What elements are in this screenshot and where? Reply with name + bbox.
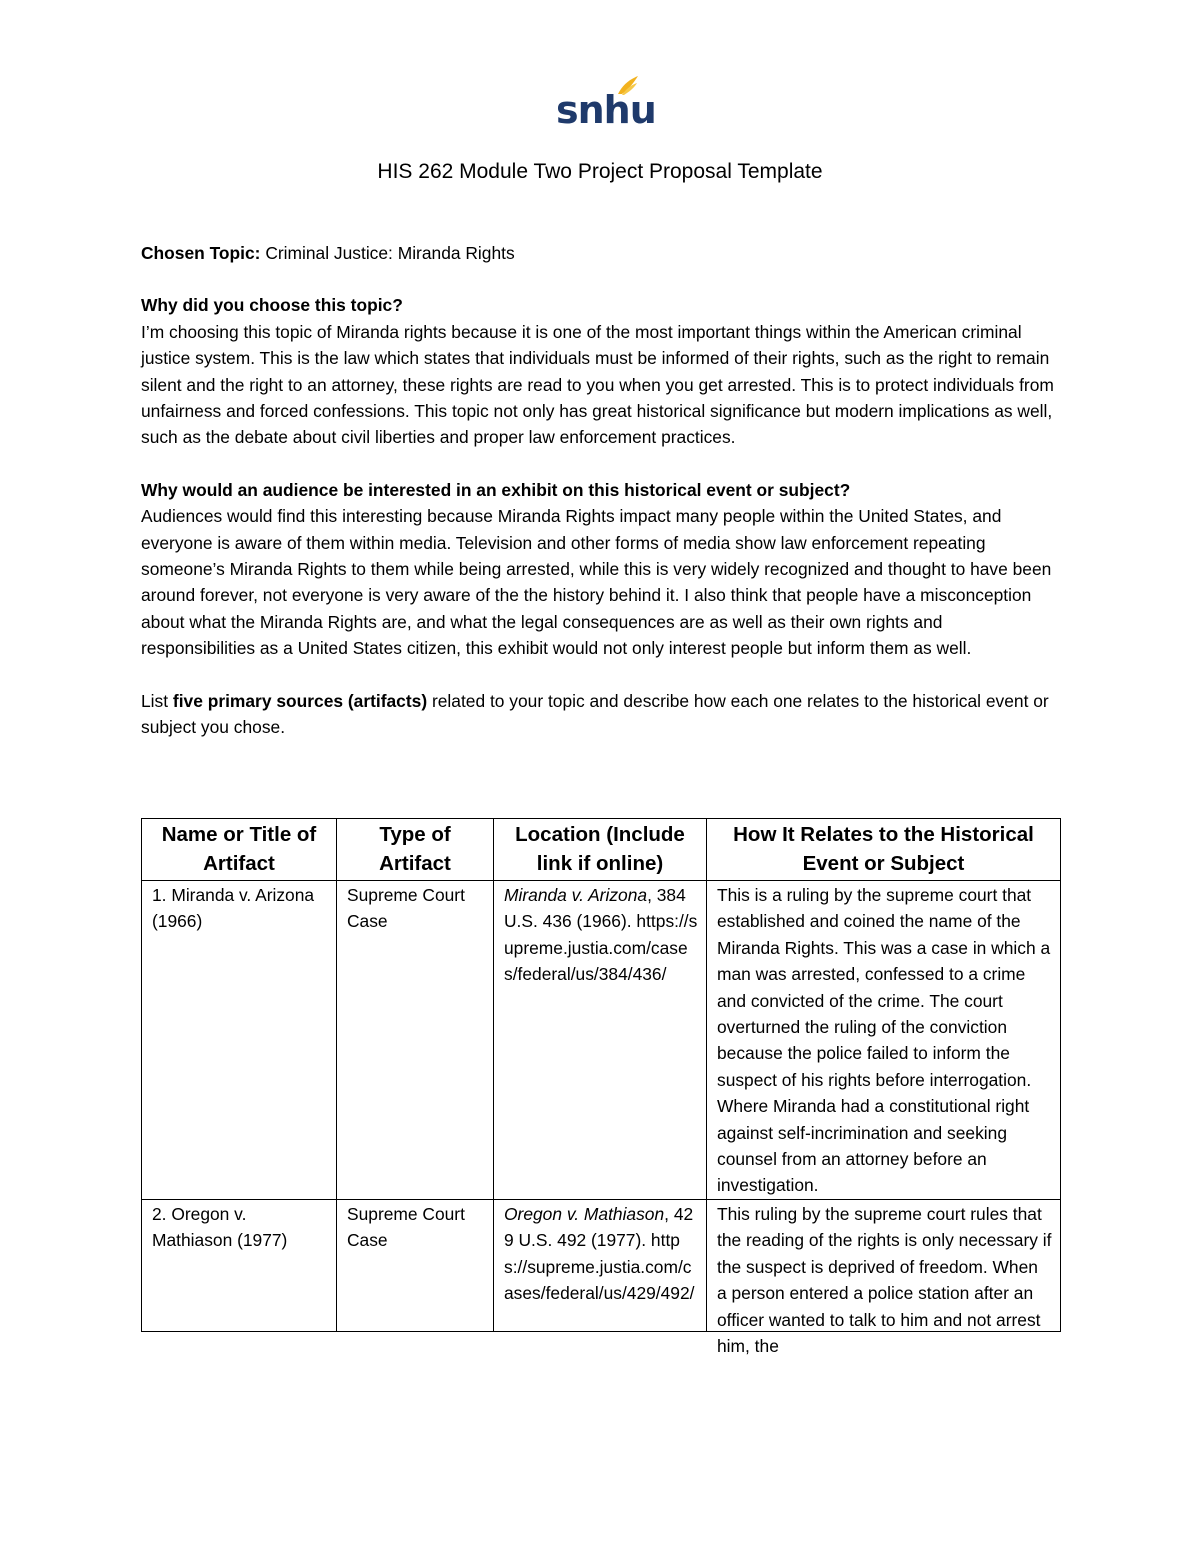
topic-label: Chosen Topic: xyxy=(141,243,261,263)
logo-text: snhu xyxy=(556,88,656,132)
answer-audience-interest: Audiences would find this interesting because Miranda Rights impact many people within the United States, and everyone is aware of them within media. Television and other forms of media show law enforcement repeating someone’s Miranda Rights to them while being arrested, while this is very widely recognized and thought to have been around forever, not everyone is very aware of the the history behind it. I also think that people have a misconception about what the Miranda Rights are, and what the legal consequences are as well as their own rights and responsibilities as a United States citizen, this exhibit would not only interest people but inform them as well. xyxy=(141,506,1052,659)
page-title: HIS 262 Module Two Project Proposal Template xyxy=(377,160,823,183)
header-name: Name or Title of Artifact xyxy=(142,819,337,881)
document-body xyxy=(141,240,1061,741)
artifact-type: Supreme Court Case xyxy=(337,1199,494,1331)
artifact-type: Supreme Court Case xyxy=(337,881,494,1200)
list-prompt-bold: five primary sources (artifacts) xyxy=(172,690,428,711)
list-prompt-post: related to your topic and describe how each one relates to the historical event or subject you chose. xyxy=(141,690,1049,738)
header-location: Location (Include link if online) xyxy=(494,819,707,881)
artifact-location xyxy=(494,881,707,1200)
artifact-location xyxy=(494,1199,707,1331)
table-row xyxy=(142,1199,1061,1331)
header-type: Type of Artifact xyxy=(337,819,494,881)
topic-value: Criminal Justice: Miranda Rights xyxy=(260,243,515,263)
location-case-name: Miranda v. Arizona xyxy=(504,885,648,905)
list-prompt xyxy=(141,688,1061,741)
location-case-name: Oregon v. Mathiason xyxy=(504,1203,665,1224)
artifacts-table xyxy=(141,818,1061,1356)
relation-text-clipped: This ruling by the supreme court rules that the reading of the rights is only necessary if the suspect is deprived of freedom. When a person entered a police station after an officer wanted to talk to him and not arrest him, the xyxy=(717,1203,1052,1356)
list-prompt-pre: List xyxy=(141,690,173,711)
table-row xyxy=(142,881,1061,1200)
artifact-relation: This is a ruling by the supreme court that established and coined the name of the Miranda Rights. This was a case in which a man was arrested, confessed to a crime and convicted of the crime. The court overturned the ruling of the conviction because the police failed to inform the suspect of his rights before interrogation. Where Miranda had a constitutional right against self-incrimination and seeking counsel from an attorney before an investigation. xyxy=(707,881,1061,1200)
artifact-name: 1. Miranda v. Arizona (1966) xyxy=(142,881,337,1200)
question-why-topic: Why did you choose this topic? xyxy=(141,295,403,316)
snhu-logo xyxy=(556,74,656,134)
header-relation: How It Relates to the Historical Event or Subject xyxy=(707,819,1061,881)
location-citation-link[interactable]: , 429 U.S. 492 (1977). https://supreme.justia.com/cases/federal/us/429/492/ xyxy=(504,1203,695,1304)
artifact-relation xyxy=(707,1199,1061,1356)
table-header-row xyxy=(142,819,1061,881)
location-citation-link[interactable]: , 384 U.S. 436 (1966). https://supreme.justia.com/cases/federal/us/384/436/ xyxy=(504,885,698,985)
answer-why-topic: I’m choosing this topic of Miranda rights because it is one of the most important things within the American criminal justice system. This is the law which states that individuals must be informed of their rights, such as the right to remain silent and the right to an attorney, these rights are read to you when you get arrested. This is to protect individuals from unfairness and forced confessions. This topic not only has great historical significance but modern implications as well, such as the debate about civil liberties and proper law enforcement practices. xyxy=(141,321,1054,448)
question-audience-interest: Why would an audience be interested in an exhibit on this historical event or subject? xyxy=(141,479,851,500)
artifact-name: 2. Oregon v. Mathiason (1977) xyxy=(142,1199,337,1331)
chosen-topic xyxy=(141,240,1061,266)
